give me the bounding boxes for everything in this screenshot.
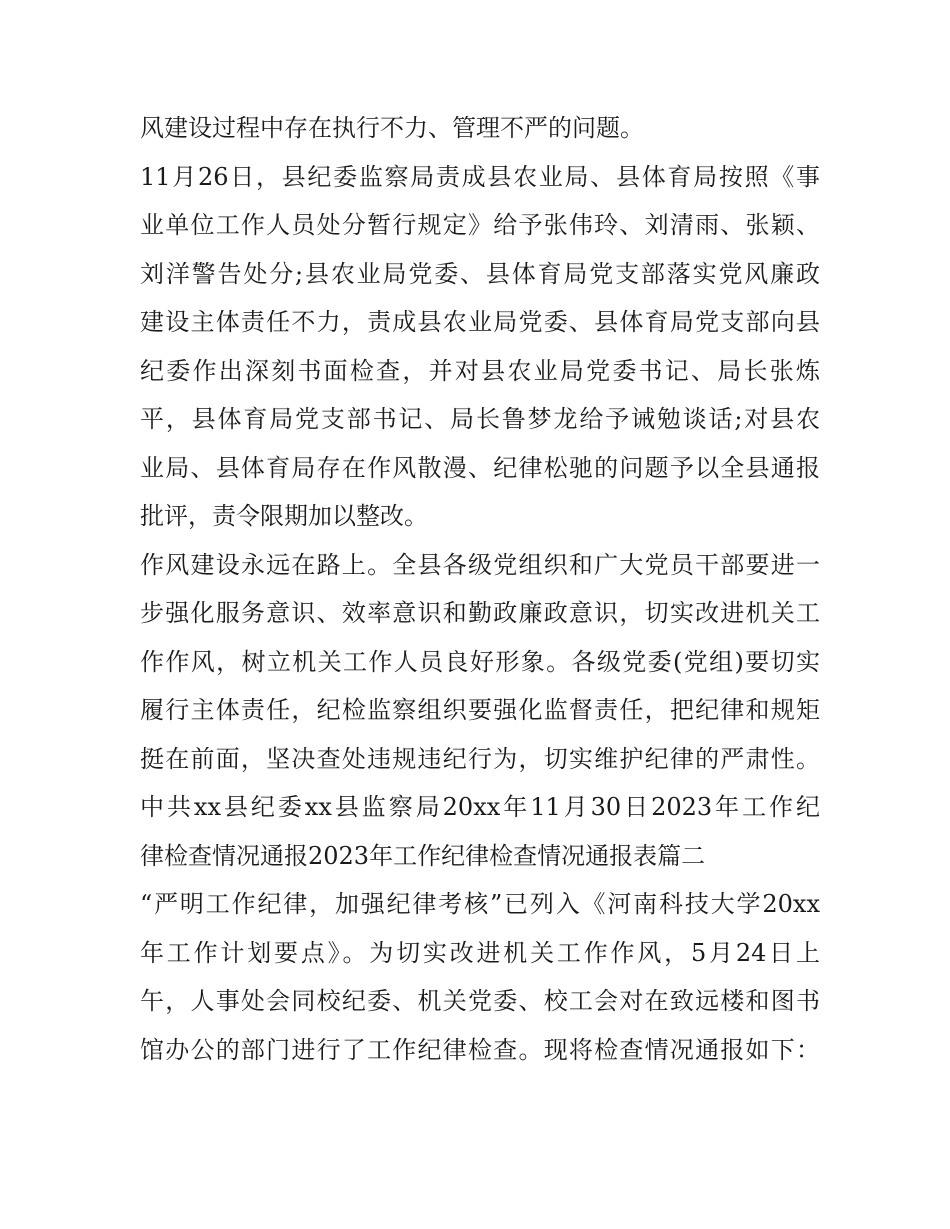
text-line: 作作风，树立机关工作人员良好形象。各级党委(党组)要切实	[140, 647, 820, 676]
body-text	[140, 104, 820, 1074]
text-line: 平，县体育局党支部书记、局长鲁梦龙给予诫勉谈话;对县农	[140, 405, 820, 433]
text-line: 刘洋警告处分;县农业局党委、县体育局党支部落实党风廉政	[140, 259, 820, 288]
text-line: “严明工作纪律，加强纪律考核”已列入《河南科技大学20xx	[140, 890, 820, 918]
text-line: 律检查情况通报2023年工作纪律检查情况通报表篇二	[140, 841, 706, 870]
text-line: 挺在前面，坚决查处违规违纪行为，切实维护纪律的严肃性。	[140, 744, 820, 773]
text-line: 馆办公的部门进行了工作纪律检查。现将检查情况通报如下：	[140, 1035, 820, 1064]
text-line: 履行主体责任，纪检监察组织要强化监督责任，把纪律和规矩	[140, 696, 820, 724]
text-line: 中共xx县纪委xx县监察局20xx年11月30日2023年工作纪	[140, 793, 820, 821]
text-line: 年工作计划要点》。为切实改进机关工作作风，5月24日上	[140, 938, 820, 967]
text-line: 作风建设永远在路上。全县各级党组织和广大党员干部要进一	[140, 550, 820, 579]
text-line: 建设主体责任不力，责成县农业局党委、县体育局党支部向县	[140, 308, 820, 336]
text-line: 批评，责令限期加以整改。	[140, 502, 428, 530]
text-line: 步强化服务意识、效率意识和勤政廉政意识，切实改进机关工	[140, 599, 820, 627]
text-line: 业单位工作人员处分暂行规定》给予张伟玲、刘清雨、张颖、	[140, 211, 820, 239]
text-line: 业局、县体育局存在作风散漫、纪律松驰的问题予以全县通报	[140, 453, 820, 482]
text-line: 午，人事处会同校纪委、机关党委、校工会对在致远楼和图书	[140, 987, 820, 1015]
text-line: 11月26日，县纪委监察局责成县农业局、县体育局按照《事	[140, 162, 820, 191]
text-line: 风建设过程中存在执行不力、管理不严的问题。	[140, 114, 644, 142]
text-line: 纪委作出深刻书面检查，并对县农业局党委书记、局长张炼	[140, 356, 820, 385]
